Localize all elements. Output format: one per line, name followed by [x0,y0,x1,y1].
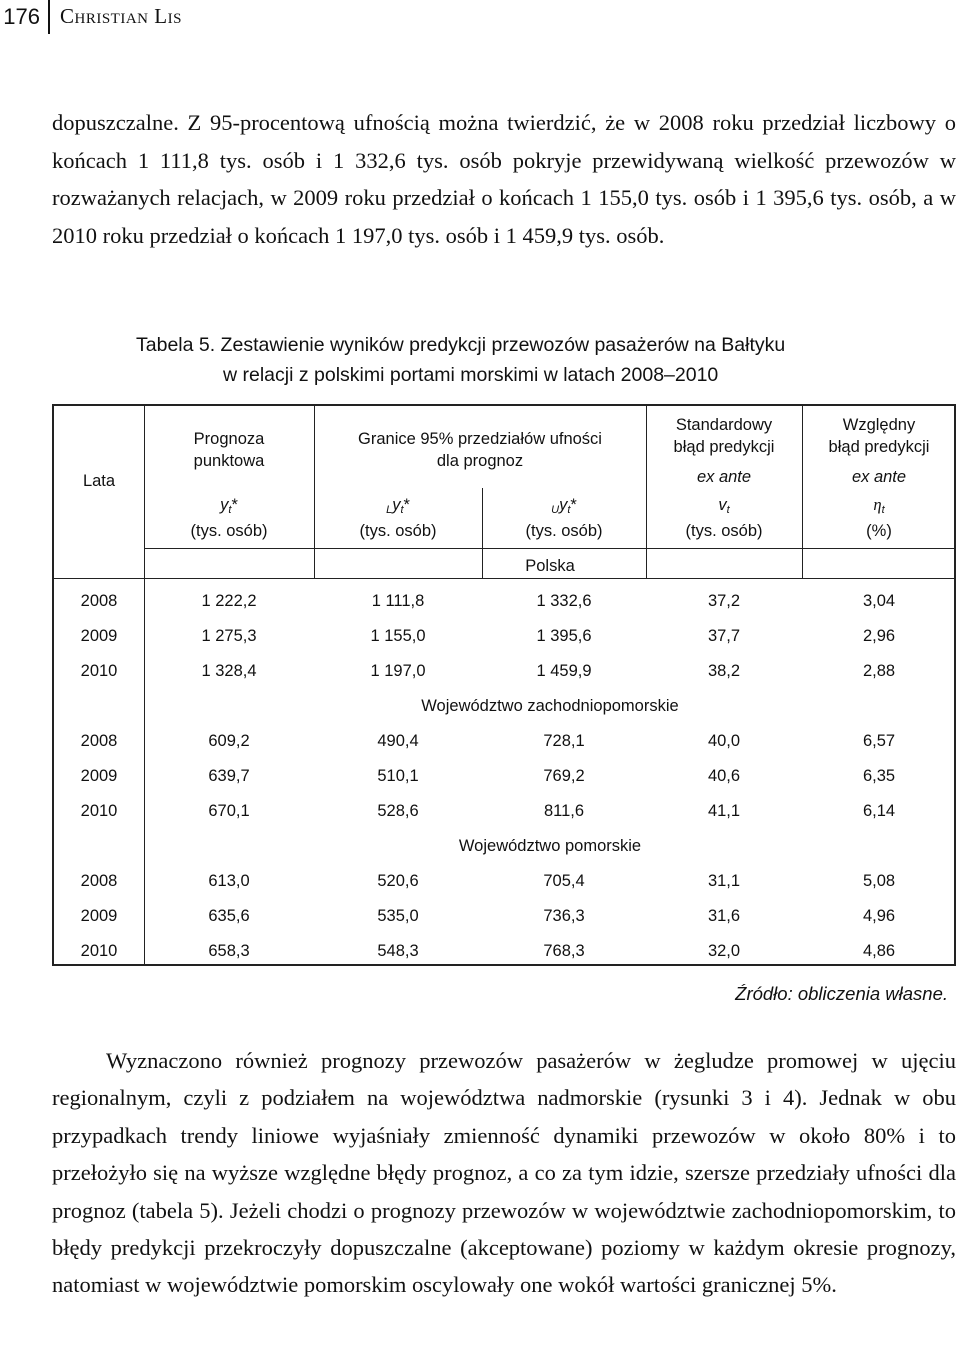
header-upper-unit: (tys. osób) [525,522,603,540]
table-row: 2008 1 222,2 1 111,8 1 332,6 37,2 3,04 [80,592,896,610]
header-standardowy-symbol: $v_t$ [718,496,730,516]
section-title-polska: Polska [525,557,575,575]
header-prognoza-unit: (tys. osób) [190,522,268,540]
header-granice: Granice 95% przedziałów ufności dla prognoz [358,430,602,470]
header-lata: Lata [82,472,116,490]
header-wzgledny-symbol: $\eta_t$ [873,495,885,516]
table-row: 2008 613,0 520,6 705,4 31,1 5,08 [80,872,896,890]
table-row: 2010 658,3 548,3 768,3 32,0 4,86 [80,942,896,960]
header-wzgledny-unit: (%) [866,522,892,540]
page-number: 176 [3,4,40,29]
table-caption [136,330,785,390]
page-number-box [0,0,50,34]
results-table [52,404,956,966]
section-title-pomorskie: Województwo pomorskie [458,837,642,855]
header-lower-symbol: $_Ly_t*$ [386,496,410,516]
header-standardowy-ex-ante: ex ante [696,468,752,486]
paragraph-2: Wyznaczono również prognozy przewozów pasażerów w żegludze promowej w ujęciu regionalnym, czyli z podziałem na województwa nadmorskie (rysunki 3 i 4). Jednak w obu przypadkach trendy liniowe wyjaśniały zmienność dynamiki przewozów w około 80% i to przełożyło się na wyższe względne błędy prognoz, a co za tym idzie, szersze przedziały ufności dla prognoz (tabela 5). Jeżeli chodzi o prognozy przewozów w województwie zachodniopomorskim, to błędy predykcji przekroczyły dopuszczalne (akceptowane) poziomy w każdym okresie prognozy, natomiast w województwie pomorskim oscylowały one wokół wartości granicznej 5%. [52,1048,956,1298]
table-row: 2009 1 275,3 1 155,0 1 395,6 37,7 2,96 [80,627,896,645]
header-prognoza-symbol: $y_t*$ [220,496,238,516]
header-prognoza: Prognoza punktowa [193,430,265,470]
header-standardowy: Standardowy błąd predykcji [673,416,775,456]
table-row: 2009 635,6 535,0 736,3 31,6 4,96 [80,907,896,925]
table-row: 2010 670,1 528,6 811,6 41,1 6,14 [80,802,896,820]
table-caption-line-1: Tabela 5. Zestawienie wyników predykcji przewozów pasażerów na Bałtyku [136,334,786,356]
header-wzgledny: Względny błąd predykcji [828,416,930,456]
running-head-author: Christian Lis [60,4,182,28]
section-title-zachodniopomorskie: Województwo zachodniopomorskie [421,697,679,715]
table-caption-line-2: w relacji z polskimi portami morskimi w latach 2008–2010 [223,364,719,386]
table-row: 2009 639,7 510,1 769,2 40,6 6,35 [80,767,896,785]
paragraph-1: dopuszczalne. Z 95-procentową ufnością można twierdzić, że w 2008 roku przedział liczbowy o końcach 1 111,8 tys. osób i 1 332,6 tys. osób pokryje przewidywaną wielkość przewozów w rozważanych relacjach, w 2009 roku przedział o końcach 1 155,0 tys. osób i 1 395,6 tys. osób, a w 2010 roku przedział o końcach 1 197,0 tys. osób i 1 459,9 tys. osób. [52,110,956,248]
header-upper-symbol: $_Uy_t*$ [551,496,577,516]
header-wzgledny-ex-ante: ex ante [851,468,907,486]
table-source: Źródło: obliczenia własne. [735,983,948,1004]
header-lower-unit: (tys. osób) [359,522,437,540]
header-standardowy-unit: (tys. osób) [685,522,763,540]
table-row: 2010 1 328,4 1 197,0 1 459,9 38,2 2,88 [80,662,896,680]
table-row: 2008 609,2 490,4 728,1 40,0 6,57 [80,732,896,750]
